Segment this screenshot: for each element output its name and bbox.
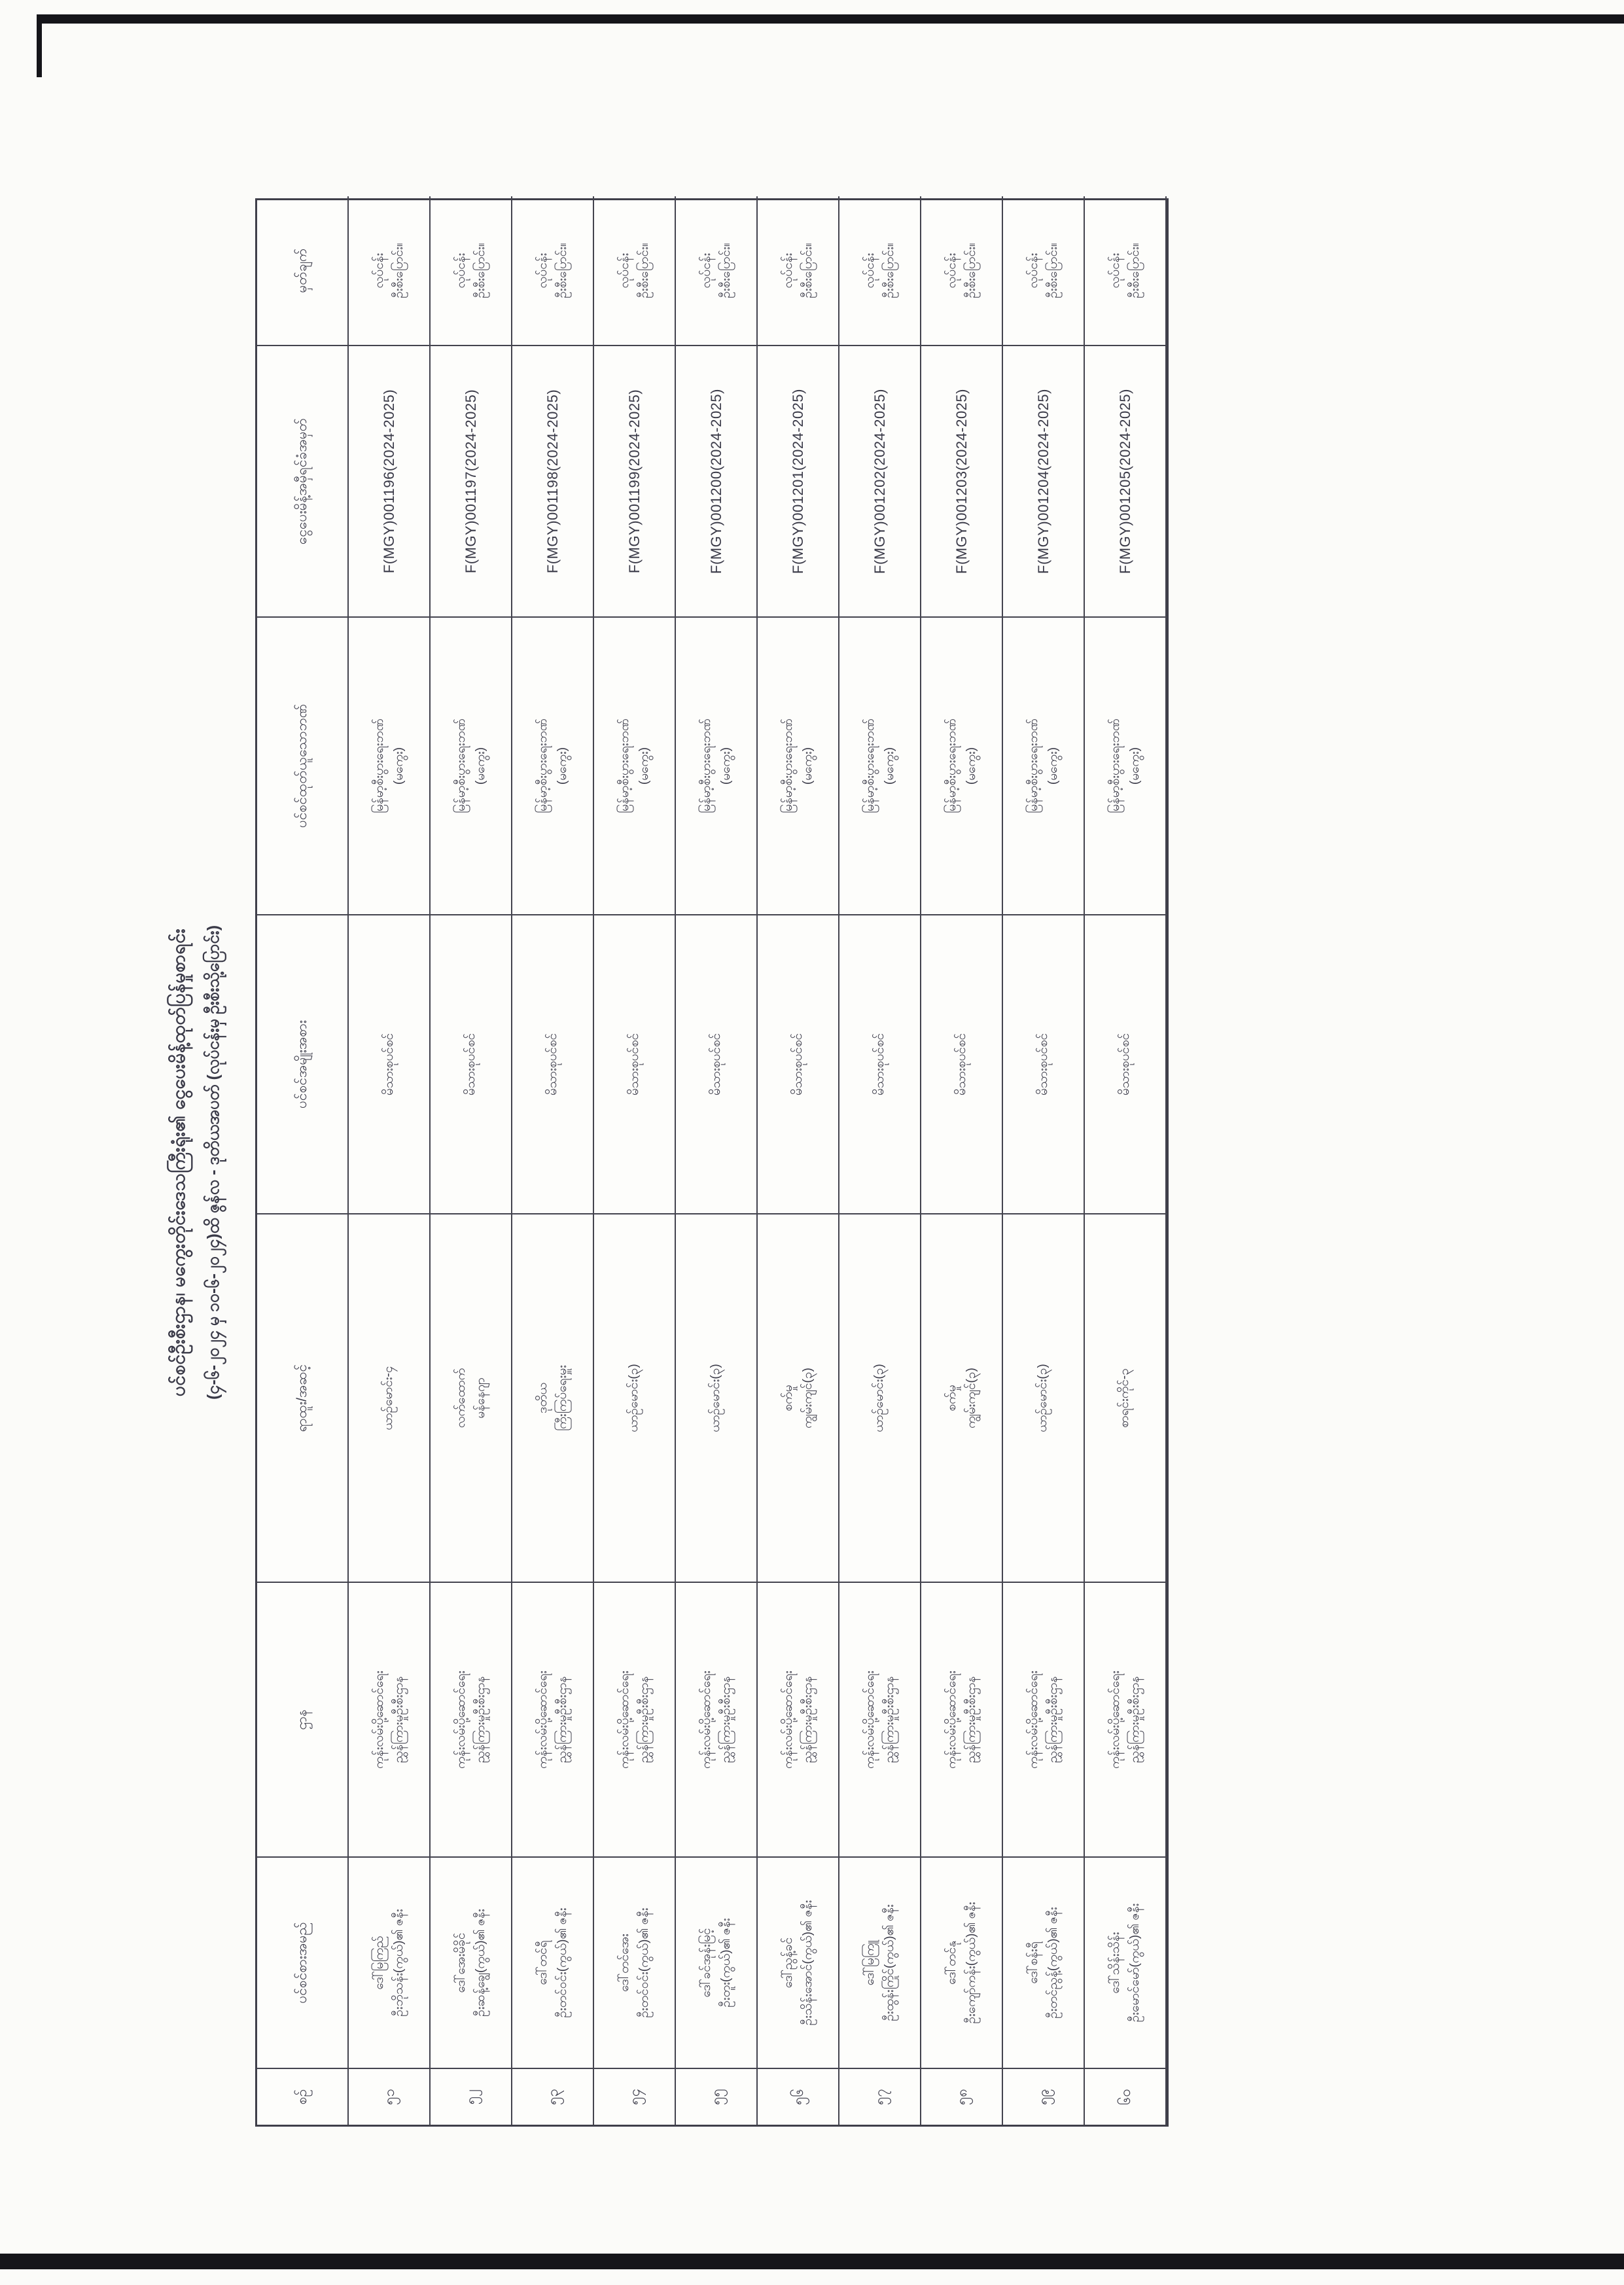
cell-pensioner-name: [921, 1856, 1003, 2068]
bank-line1: မြန်မာ့စီးပွားရေးဘဏ်: [944, 718, 959, 814]
cell-pensioner-name: [1085, 1856, 1167, 2068]
pensioner-name-line2: ဦးထွန်းကြိုင်(ကွယ်)၏ ဇနီး: [882, 1904, 896, 2021]
column-header-remark: မှတ်ချက်: [257, 196, 349, 345]
department-line1: ကုန်းလမ်းပို့ဆောင်ရေး: [617, 1671, 631, 1769]
pensioner-name-line2: ဦးတင်ညွန့်(ကွယ်)၏ ဇနီး: [1046, 1907, 1060, 2019]
cell-pensioner-name: [349, 1856, 431, 2068]
cell-department: [349, 1582, 431, 1856]
cell-position: [1085, 1213, 1167, 1582]
cell-department: [1085, 1582, 1167, 1856]
bank-line1: မြန်မာ့စီးပွားရေးဘဏ်: [1108, 718, 1122, 814]
cell-payment-order-number: F(MGY)001200(2024-2025): [676, 345, 758, 616]
position-line2: ကျွမ်းကျင်(၃): [800, 1368, 815, 1428]
bank-line2: (မကွေး): [882, 747, 896, 785]
remark-line1: လုပ်ငန်း: [944, 253, 959, 289]
bank-line2: (မကွေး): [473, 747, 487, 785]
position-line1: ယာဉ်မောင်း(၃): [872, 1364, 886, 1432]
cell-bank: [349, 616, 431, 914]
department-line1: ကုန်းလမ်းပို့ဆောင်ရေး: [699, 1671, 713, 1769]
cell-pension-type: မိသားစုပင်စင်: [512, 914, 594, 1213]
cell-pension-type: မိသားစုပင်စင်: [1085, 914, 1167, 1213]
cell-position: [921, 1213, 1003, 1582]
cell-department: [921, 1582, 1003, 1856]
department-line2: ညွှန်ကြားမှုဦးစီးဌာန: [964, 1676, 978, 1763]
cell-pension-type: မိသားစုပင်စင်: [676, 914, 758, 1213]
remark-line1: လုပ်ငန်း: [781, 253, 795, 289]
cell-pension-type: မိသားစုပင်စင်: [839, 914, 921, 1213]
remark-line1: လုပ်ငန်း: [862, 253, 877, 289]
position-line1: ဒုတိယ: [535, 1383, 550, 1413]
bank-line2: (မကွေး): [718, 747, 733, 785]
bank-line1: မြန်မာ့စီးပွားရေးဘဏ်: [699, 718, 713, 814]
cell-pension-type: မိသားစုပင်စင်: [1003, 914, 1085, 1213]
cell-payment-order-number: F(MGY)001202(2024-2025): [839, 345, 921, 616]
column-header-payment-order-no: ငွေပေးမိန့်အမှီရင်ခံအမှတ်: [257, 345, 349, 616]
cell-serial-number: ၅၄: [594, 2068, 676, 2125]
cell-payment-order-number: F(MGY)001201(2024-2025): [758, 345, 839, 616]
remark-line1: လုပ်ငန်း: [453, 253, 468, 289]
remark-line2: ဦးစီးပြောင်း။: [637, 243, 651, 298]
pensioner-name-line2: ဦးဆန့်ချွေ(ကွယ်)၏ ဇနီး: [473, 1909, 487, 2017]
pensioner-name-line1: ဒေါ်ညွန့်ခင်: [781, 1937, 795, 1989]
column-header-pension-type: ပင်စင်အမျိုးအစား: [257, 914, 349, 1213]
cell-remark: [1003, 196, 1085, 345]
cell-serial-number: ၅၉: [1003, 2068, 1085, 2125]
cell-payment-order-number: F(MGY)001203(2024-2025): [921, 345, 1003, 616]
remark-line1: လုပ်ငန်း: [617, 253, 631, 289]
cell-remark: [431, 196, 512, 345]
remark-line1: လုပ်ငန်း: [1026, 253, 1040, 289]
department-line1: ကုန်းလမ်းပို့ဆောင်ရေး: [372, 1671, 386, 1769]
cell-bank: [1085, 616, 1167, 914]
cell-position: [512, 1213, 594, 1582]
cell-pension-type: မိသားစုပင်စင်: [921, 914, 1003, 1213]
column-header-no: စဉ်: [257, 2068, 349, 2125]
cell-serial-number: ၅၃: [512, 2068, 594, 2125]
pension-table: [255, 198, 1169, 2127]
cell-pensioner-name: [1003, 1856, 1085, 2068]
cell-remark: [921, 196, 1003, 345]
cell-remark: [349, 196, 431, 345]
remark-line2: ဦးစီးပြောင်း။: [800, 243, 815, 298]
cell-pensioner-name: [512, 1856, 594, 2068]
remark-line1: လုပ်ငန်း: [699, 253, 713, 289]
cell-bank: [594, 616, 676, 914]
cell-position: [594, 1213, 676, 1582]
department-line1: ကုန်းလမ်းပို့ဆောင်ရေး: [1026, 1671, 1040, 1769]
department-line2: ညွှန်ကြားမှုဦးစီးဌာန: [391, 1676, 406, 1763]
cell-payment-order-number: F(MGY)001204(2024-2025): [1003, 345, 1085, 616]
pensioner-name-line2: ဦးမောင်မော်(ကွယ်)၏ ဇနီး: [1127, 1903, 1142, 2023]
cell-department: [512, 1582, 594, 1856]
remark-line2: ဦးစီးပြောင်း။: [1127, 243, 1142, 298]
cell-position: [431, 1213, 512, 1582]
cell-bank: [1003, 616, 1085, 914]
pensioner-name-line1: ဒေါ်မြကြည်: [372, 1936, 386, 1990]
pensioner-name-line2: ဦးကျော်ကန်း(ကွယ်)၏ ဇနီး: [964, 1902, 978, 2024]
cell-pensioner-name: [594, 1856, 676, 2068]
pensioner-name-line2: ဦးသိန်းအောင်(ကွယ်)၏ ဇနီး: [800, 1900, 815, 2026]
department-line2: ညွှန်ကြားမှုဦးစီးဌာန: [637, 1676, 651, 1763]
bank-line1: မြန်မာ့စီးပွားရေးဘဏ်: [862, 718, 877, 814]
cell-bank: [921, 616, 1003, 914]
column-header-name: ပင်စင်စားအမည်: [257, 1856, 349, 2068]
rotated-content: [162, 198, 1165, 2127]
cell-department: [1003, 1582, 1085, 1856]
cell-payment-order-number: F(MGY)001199(2024-2025): [594, 345, 676, 616]
remark-line1: လုပ်ငန်း: [372, 253, 386, 289]
position-line2: ကြီးကြပ်ရေးမှူး: [555, 1365, 569, 1431]
pensioner-name-line2: ဦးတူး(ကွယ်)၏ ဇနီး: [718, 1918, 733, 2008]
scan-edge-corner-tick: [37, 14, 42, 77]
pensioner-name-line1: ဒေါ်ခင်အုန်းမြင့်: [699, 1928, 713, 1998]
cell-payment-order-number: F(MGY)001196(2024-2025): [349, 345, 431, 616]
department-line2: ညွှန်ကြားမှုဦးစီးဌာန: [718, 1676, 733, 1763]
cell-position: [839, 1213, 921, 1582]
bank-line1: မြန်မာ့စီးပွားရေးဘဏ်: [453, 718, 468, 814]
position-line1: လက်ထောက်: [453, 1368, 468, 1428]
cell-remark: [839, 196, 921, 345]
bank-line1: မြန်မာ့စီးပွားရေးဘဏ်: [781, 718, 795, 814]
department-line1: ကုန်းလမ်းပို့ဆောင်ရေး: [1108, 1671, 1122, 1769]
pensioner-name-line2: ဦးတင်ဝင်း(ကွယ်)၏ ဇနီး: [637, 1907, 651, 2018]
cell-department: [431, 1582, 512, 1856]
bank-line1: မြန်မာ့စီးပွားရေးဘဏ်: [1026, 718, 1040, 814]
position-line1: ယာဉ်မောင်း(၃): [708, 1364, 722, 1432]
document-title-block: [162, 198, 255, 2127]
cell-pension-type: မိသားစုပင်စင်: [758, 914, 839, 1213]
column-header-bank: ပင်စင်ထုတ်ယူသောဘဏ်: [257, 616, 349, 914]
department-line1: ကုန်းလမ်းပို့ဆောင်ရေး: [862, 1671, 877, 1769]
department-line2: ညွှန်ကြားမှုဦးစီးဌာန: [882, 1676, 896, 1763]
pensioner-name-line1: ဒေါ်သိန်းသိန်း: [1108, 1932, 1122, 1994]
remark-line2: ဦးစီးပြောင်း။: [964, 243, 978, 298]
department-line1: ကုန်းလမ်းပို့ဆောင်ရေး: [453, 1671, 468, 1769]
department-line1: ကုန်းလမ်းပို့ဆောင်ရေး: [781, 1671, 795, 1769]
cell-remark: [512, 196, 594, 345]
pensioner-name-line1: ဒေါ်တင်နု: [944, 1941, 959, 1985]
cell-department: [676, 1582, 758, 1856]
cell-department: [594, 1582, 676, 1856]
department-line2: ညွှန်ကြားမှုဦးစီးဌာန: [800, 1676, 815, 1763]
bank-line1: မြန်မာ့စီးပွားရေးဘဏ်: [372, 718, 386, 814]
scan-edge-top-bar: [37, 14, 1624, 24]
remark-line1: လုပ်ငန်း: [535, 253, 550, 289]
scan-edge-bottom-bar: [0, 2254, 1624, 2269]
cell-position: [676, 1213, 758, 1582]
pensioner-name-line1: ဒေါ်စန်းရီ: [1026, 1941, 1040, 1984]
column-header-position: ရာထူး/အဆင့်: [257, 1213, 349, 1582]
document-title: ပင်စင်ဦးစီးဌာန၊ မကွေးတိုင်းဒေသကြီးရုံး၏ ငွေပေးမိန့်ထုတ်ပြန်မှုစာရင်း: [168, 928, 188, 1397]
cell-pension-type: မိသားစုပင်စင်: [594, 914, 676, 1213]
bank-line2: (မကွေး): [964, 747, 978, 785]
remark-line1: လုပ်ငန်း: [1108, 253, 1122, 289]
position-line1: စာရင်းကိုင်-၃: [1117, 1368, 1131, 1428]
department-line2: ညွှန်ကြားမှုဦးစီးဌာန: [555, 1676, 569, 1763]
remark-line2: ဦးစီးပြောင်း။: [718, 243, 733, 298]
cell-department: [758, 1582, 839, 1856]
remark-line2: ဦးစီးပြောင်း။: [391, 243, 406, 298]
cell-position: [758, 1213, 839, 1582]
department-line1: ကုန်းလမ်းပို့ဆောင်ရေး: [535, 1671, 550, 1769]
cell-serial-number: ၅၈: [921, 2068, 1003, 2125]
cell-bank: [758, 616, 839, 914]
cell-pensioner-name: [431, 1856, 512, 2068]
position-line1: စက်မှု: [944, 1385, 959, 1411]
bank-line2: (မကွေး): [391, 747, 406, 785]
department-line1: ကုန်းလမ်းပို့ဆောင်ရေး: [944, 1671, 959, 1769]
pensioner-name-line2: ဦးတင်ဝင်း(ကွယ်)၏ ဇနီး: [555, 1907, 569, 2018]
bank-line1: မြန်မာ့စီးပွားရေးဘဏ်: [617, 718, 631, 814]
pensioner-name-line1: ဒေါ်အေးမိခိုင်: [453, 1932, 468, 1993]
remark-line2: ဦးစီးပြောင်း။: [1046, 243, 1060, 298]
position-line1: ယာဉ်မောင်း-၄: [381, 1366, 395, 1430]
cell-serial-number: ၅၆: [758, 2068, 839, 2125]
cell-serial-number: ၅၁: [349, 2068, 431, 2125]
remark-line2: ဦးစီးပြောင်း။: [473, 243, 487, 298]
cell-payment-order-number: F(MGY)001198(2024-2025): [512, 345, 594, 616]
pensioner-name-line1: ဒေါ်မြကြူ: [862, 1940, 877, 1986]
cell-serial-number: ၅၅: [676, 2068, 758, 2125]
cell-payment-order-number: F(MGY)001197(2024-2025): [431, 345, 512, 616]
bank-line2: (မကွေး): [1127, 747, 1142, 785]
cell-pension-type: မိသားစုပင်စင်: [349, 914, 431, 1213]
cell-remark: [1085, 196, 1167, 345]
cell-bank: [431, 616, 512, 914]
cell-serial-number: ၅၂: [431, 2068, 512, 2125]
cell-remark: [676, 196, 758, 345]
position-line1: ယာဉ်မောင်း(၃): [626, 1364, 641, 1432]
cell-remark: [594, 196, 676, 345]
cell-pensioner-name: [676, 1856, 758, 2068]
cell-bank: [512, 616, 594, 914]
remark-line2: ဦးစီးပြောင်း။: [555, 243, 569, 298]
bank-line2: (မကွေး): [555, 747, 569, 785]
cell-remark: [758, 196, 839, 345]
cell-pensioner-name: [758, 1856, 839, 2068]
pensioner-name-line1: ဒေါ်တင်ရီ: [535, 1940, 550, 1985]
cell-bank: [676, 616, 758, 914]
cell-position: [349, 1213, 431, 1582]
position-line1: စက်မှု: [781, 1385, 795, 1411]
pensioner-name-line1: ဒေါ်တင်အေး: [617, 1934, 631, 1992]
cell-serial-number: ၆၀: [1085, 2068, 1167, 2125]
document-subtitle: (၄-၆-၂၀၂၄ မှ ၁၀-၆-၂၀၂၄)ထိ ဇွန်လ - ဒုတိယအပတ် (လုပ်ငန်းမှ ဦးစီးသို့ပြောင်း): [204, 925, 222, 1400]
position-line1: ယာဉ်မောင်း(၃): [1035, 1364, 1050, 1432]
cell-department: [839, 1582, 921, 1856]
column-header-department: ဌာန: [257, 1582, 349, 1856]
cell-pension-type: မိသားစုပင်စင်: [431, 914, 512, 1213]
department-line2: ညွှန်ကြားမှုဦးစီးဌာန: [473, 1676, 487, 1763]
cell-position: [1003, 1213, 1085, 1582]
pensioner-name-line2: ဦးဘိုသန်း(ကွယ်)၏ ဇနီး: [391, 1909, 406, 2017]
cell-serial-number: ၅၇: [839, 2068, 921, 2125]
department-line2: ညွှန်ကြားမှုဦးစီးဌာန: [1046, 1676, 1060, 1763]
remark-line2: ဦးစီးပြောင်း။: [882, 243, 896, 298]
bank-line1: မြန်မာ့စီးပွားရေးဘဏ်: [535, 718, 550, 814]
cell-bank: [839, 616, 921, 914]
cell-pensioner-name: [839, 1856, 921, 2068]
bank-line2: (မကွေး): [637, 747, 651, 785]
cell-payment-order-number: F(MGY)001205(2024-2025): [1085, 345, 1167, 616]
department-line2: ညွှန်ကြားမှုဦးစီးဌာန: [1127, 1676, 1142, 1763]
position-line2: မန်နေဂျာ: [473, 1377, 487, 1419]
position-line2: ကျွမ်းကျင်(၃): [964, 1368, 978, 1428]
bank-line2: (မကွေး): [1046, 747, 1060, 785]
document-sheet: [162, 198, 1165, 2127]
bank-line2: (မကွေး): [800, 747, 815, 785]
